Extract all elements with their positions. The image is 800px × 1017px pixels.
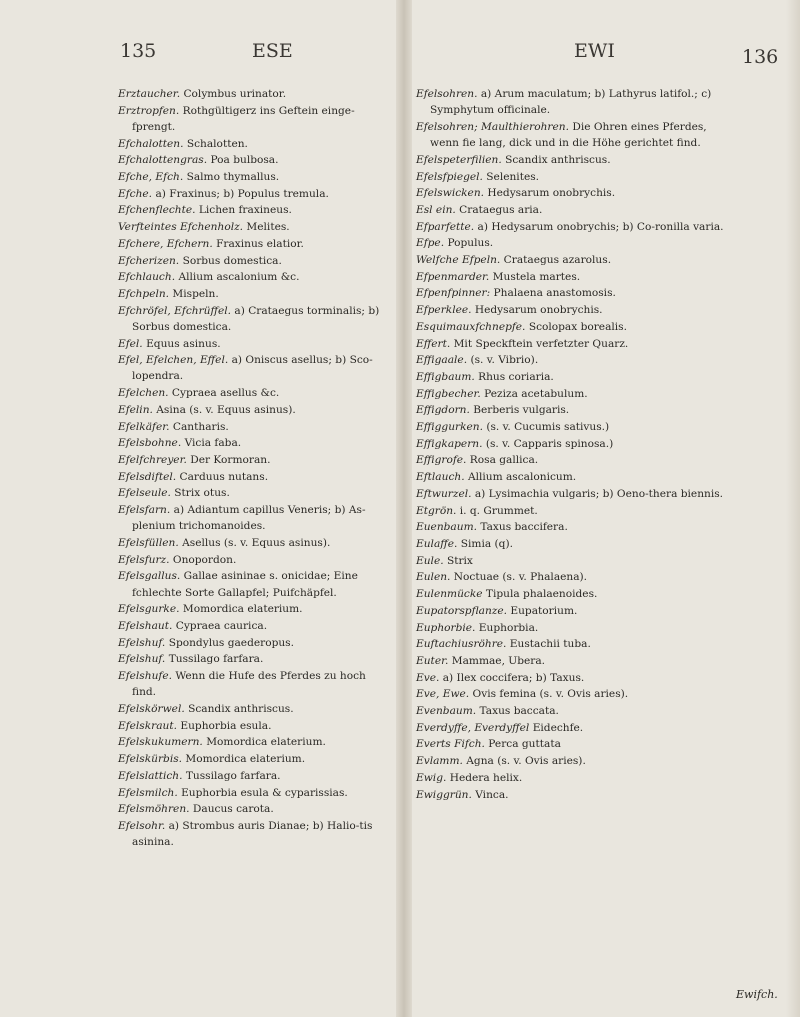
dictionary-entry (118, 469, 386, 485)
entry-definition: i. q. Grummet. (459, 504, 538, 517)
entry-headword: Efelshuf. (118, 653, 166, 666)
dictionary-entry (416, 620, 738, 636)
dictionary-entry (416, 235, 738, 251)
dictionary-entry (118, 568, 386, 600)
dictionary-entry (416, 252, 738, 268)
left-column (118, 86, 386, 851)
entry-definition: Strix otus. (174, 487, 230, 500)
entry-headword: Effigbecher. (416, 387, 481, 400)
entry-headword: Efche, Efch. (118, 171, 184, 184)
dictionary-entry (416, 686, 738, 702)
entry-headword: Eulen. (416, 571, 451, 584)
dictionary-entry (416, 553, 738, 569)
entry-headword: Esl ein. (416, 203, 456, 216)
entry-definition: Scandix anthriscus. (505, 153, 611, 166)
entry-definition: Euphorbia. (478, 621, 539, 634)
entry-headword: Efelsohren. (416, 88, 478, 100)
entry-definition: Eidechfe. (532, 721, 584, 734)
dictionary-entry (118, 236, 386, 252)
entry-headword: Efelsbohne. (118, 437, 182, 450)
entry-definition: Cypraea asellus &c. (171, 387, 280, 400)
entry-definition: a) Oniscus asellus; b) Sco-lopendra. (132, 354, 373, 383)
entry-headword: Eve, Ewe. (416, 688, 470, 701)
entry-headword: Efelfchreyer. (118, 453, 187, 466)
entry-definition: Momordica elaterium. (185, 753, 306, 766)
entry-headword: Efelskürbis. (118, 753, 183, 766)
entry-definition: Mammae, Ubera. (451, 654, 546, 667)
entry-definition: (s. v. Vibrio). (470, 354, 539, 367)
entry-definition: Noctuae (s. v. Phalaena). (453, 571, 588, 584)
entry-definition: Populus. (447, 237, 494, 250)
entry-headword: Efelsfpiegel. (416, 170, 483, 183)
entry-headword: Efelshufe. (118, 670, 172, 683)
entry-definition: Cantharis. (172, 420, 229, 433)
dictionary-entry (118, 136, 386, 152)
entry-headword: Efelsfüllen. (118, 536, 179, 549)
entry-headword: Efelskörwel. (118, 703, 185, 716)
dictionary-entry (118, 651, 386, 667)
entry-definition: a) Fraxinus; b) Populus tremula. (155, 187, 329, 200)
dictionary-entry (416, 603, 738, 619)
dictionary-entry (416, 352, 738, 368)
entry-headword: Eulaffe. (416, 537, 458, 550)
entry-definition: Colymbus urinator. (183, 88, 287, 100)
entry-headword: Efelkäfer. (118, 420, 170, 433)
entry-definition: Vicia faba. (184, 437, 242, 450)
entry-headword: Erztropfen. (118, 104, 180, 117)
dictionary-entry (118, 103, 386, 135)
left-running-head: ESE (252, 40, 293, 62)
right-page-number: 136 (742, 46, 779, 68)
dictionary-entry (118, 701, 386, 717)
entry-headword: Esquimauxfchnepfe. (416, 320, 526, 333)
dictionary-entry (118, 785, 386, 801)
entry-headword: Eupatorspflanze. (416, 604, 507, 617)
dictionary-entry (416, 670, 738, 686)
dictionary-entry (118, 502, 386, 534)
dictionary-entry (416, 152, 738, 168)
entry-definition: Peziza acetabulum. (484, 387, 588, 400)
entry-headword: Efel. (118, 337, 143, 350)
entry-headword: Efperklee. (416, 304, 472, 317)
dictionary-entry (118, 202, 386, 218)
catchword: Ewifch. (736, 988, 778, 1001)
entry-headword: Efel, Efelchen, Effel. (118, 354, 229, 367)
dictionary-entry (416, 486, 738, 502)
dictionary-entry (416, 653, 738, 669)
entry-headword: Efelsmilch. (118, 786, 178, 799)
right-running-head: EWI (574, 40, 615, 62)
entry-headword: Efchlauch. (118, 271, 176, 284)
entry-headword: Efelspeterfilien. (416, 153, 502, 166)
entry-headword: Ewig. (416, 771, 447, 784)
entry-headword: Efelsgurke. (118, 603, 180, 616)
entry-headword: Efparfette. (416, 220, 475, 233)
entry-definition: a) Adiantum capillus Veneris; b) As-plenium trichomanoides. (132, 504, 366, 533)
entry-definition: Vinca. (475, 788, 509, 801)
entry-definition: Crataegus azarolus. (503, 254, 612, 267)
entry-definition: Tussilago farfara. (185, 769, 281, 782)
page-edge (786, 0, 800, 1017)
entry-headword: Efpenfpinner: (416, 287, 491, 300)
entry-headword: Everdyffe, Everdyffel (416, 721, 530, 734)
entry-headword: Efchere, Efchern. (118, 237, 213, 250)
entry-headword: Eulenmücke (416, 588, 483, 601)
entry-definition: Euphorbia esula & cyparissias. (181, 786, 348, 799)
dictionary-entry (118, 219, 386, 235)
dictionary-entry (416, 787, 738, 803)
dictionary-entry (416, 219, 738, 235)
entry-headword: Euphorbie. (416, 621, 476, 634)
entry-headword: Erztaucher. (118, 88, 181, 100)
entry-headword: Efelslattich. (118, 769, 183, 782)
entry-headword: Eve. (416, 671, 440, 684)
entry-definition: a) Strombus auris Dianae; b) Halio-tis asinina. (132, 819, 373, 849)
entry-headword: Efelsfurz. (118, 553, 170, 566)
entry-definition: Rhus coriaria. (478, 370, 554, 383)
dictionary-entry (416, 369, 738, 385)
dictionary-entry (118, 768, 386, 784)
entry-headword: Effiggurken. (416, 421, 483, 434)
entry-definition: a) Lysimachia vulgaris; b) Oeno-thera biennis. (474, 487, 724, 500)
entry-definition: Ovis femina (s. v. Ovis aries). (472, 688, 629, 701)
dictionary-entry (416, 586, 738, 602)
dictionary-entry (416, 285, 738, 301)
entry-headword: Efelshaut. (118, 620, 173, 632)
entry-definition: Equus asinus. (146, 337, 221, 350)
entry-definition: Fraxinus elatior. (216, 237, 304, 250)
dictionary-entry (118, 352, 386, 384)
entry-headword: Euter. (416, 654, 449, 667)
dictionary-entry (118, 186, 386, 202)
entry-headword: Efelsohr. (118, 819, 166, 832)
entry-definition: Spondylus gaederopus. (168, 636, 294, 649)
entry-definition: Tipula phalaenoides. (485, 588, 598, 601)
entry-definition: Sorbus domestica. (182, 254, 282, 267)
dictionary-entry (416, 336, 738, 352)
dictionary-entry (118, 601, 386, 617)
dictionary-entry (416, 536, 738, 552)
entry-headword: Efelskraut. (118, 719, 177, 732)
entry-definition: Mit Speckftein verfetzter Quarz. (453, 337, 629, 350)
left-page-number: 135 (120, 40, 157, 62)
entry-headword: Verfteintes Efchenholz. (118, 221, 244, 234)
entry-headword: Efchröfel, Efchrüffel. (118, 304, 231, 317)
entry-definition: Poa bulbosa. (210, 154, 279, 167)
entry-headword: Efpe. (416, 237, 445, 250)
entry-headword: Efelin. (118, 403, 153, 416)
entry-headword: Effigaale. (416, 354, 468, 367)
entry-definition: Berberis vulgaris. (473, 404, 570, 417)
entry-definition: Momordica elaterium. (182, 603, 303, 616)
entry-headword: Evenbaum. (416, 705, 477, 718)
entry-headword: Evlamm. (416, 755, 463, 768)
entry-headword: Efelskukumern. (118, 736, 203, 749)
dictionary-entry (118, 751, 386, 767)
entry-definition: Salmo thymallus. (186, 171, 280, 184)
entry-definition: Scolopax borealis. (528, 320, 627, 333)
entry-headword: Efche. (118, 187, 153, 200)
entry-definition: Selenites. (486, 170, 540, 183)
dictionary-entry (416, 519, 738, 535)
dictionary-entry (416, 753, 738, 769)
entry-definition: a) Arum maculatum; b) Lathyrus latifol.; c) Symphytum officinale. (430, 88, 712, 117)
dictionary-entry (416, 302, 738, 318)
dictionary-entry (118, 253, 386, 269)
entry-definition: Euphorbia esula. (180, 719, 272, 732)
entry-definition: Allium ascalonium &c. (178, 271, 300, 284)
entry-definition: a) Ilex coccifera; b) Taxus. (442, 671, 585, 684)
entry-definition: Phalaena anastomosis. (493, 287, 616, 300)
entry-headword: Eule. (416, 554, 444, 567)
entry-headword: Efchalottengras. (118, 154, 208, 167)
dictionary-entry (118, 535, 386, 551)
entry-definition: Crataegus aria. (459, 203, 543, 216)
dictionary-entry (118, 485, 386, 501)
dictionary-entry (118, 303, 386, 335)
dictionary-entry (118, 734, 386, 750)
dictionary-entry (118, 402, 386, 418)
entry-definition: Wenn die Hufe des Pferdes zu hoch find. (132, 670, 366, 699)
entry-definition: Taxus baccata. (479, 705, 559, 718)
entry-definition: Eustachii tuba. (509, 638, 591, 651)
entry-headword: Efelsohren; Maulthierohren. (416, 120, 569, 133)
entry-definition: Taxus baccifera. (480, 521, 568, 534)
entry-headword: Etgrön. (416, 504, 457, 517)
entry-definition: (s. v. Cucumis sativus.) (486, 421, 610, 434)
entry-definition: Momordica elaterium. (206, 736, 326, 749)
dictionary-entry (118, 818, 386, 850)
dictionary-entry (416, 452, 738, 468)
entry-definition: Strix (446, 554, 473, 567)
entry-definition: Der Kormoran. (190, 453, 271, 466)
entry-headword: Everts Fifch. (416, 738, 485, 751)
entry-definition: Mustela martes. (492, 270, 581, 283)
dictionary-entry (416, 736, 738, 752)
entry-headword: Welfche Efpeln. (416, 254, 501, 267)
dictionary-entry (118, 801, 386, 817)
entry-definition: Daucus carota. (192, 803, 274, 816)
dictionary-entry (118, 668, 386, 700)
dictionary-entry (416, 119, 738, 151)
entry-headword: Euftachiusröhre. (416, 638, 507, 651)
entry-definition: Cypraea caurica. (175, 620, 268, 632)
dictionary-entry (416, 86, 738, 118)
entry-headword: Efpenmarder. (416, 270, 490, 283)
entry-definition: a) Hedysarum onobrychis; b) Co-ronilla varia. (477, 220, 724, 233)
dictionary-entry (416, 703, 738, 719)
dictionary-entry (416, 569, 738, 585)
dictionary-entry (118, 169, 386, 185)
entry-definition: Hedera helix. (449, 771, 523, 784)
entry-definition: Perca guttata (488, 738, 561, 751)
dictionary-entry (416, 269, 738, 285)
entry-definition: Gallae asininae s. onicidae; Eine fchlechte Sorte Gallapfel; Puifchäpfel. (132, 570, 358, 599)
entry-headword: Efelsdiftel. (118, 470, 177, 483)
entry-headword: Effigdorn. (416, 404, 470, 417)
entry-definition: Asellus (s. v. Equus asinus). (182, 536, 331, 549)
entry-definition: Rosa gallica. (469, 454, 539, 467)
entry-headword: Efchalotten. (118, 137, 184, 150)
dictionary-entry (416, 386, 738, 402)
entry-headword: Ewiggrün. (416, 788, 472, 801)
dictionary-entry (416, 202, 738, 218)
entry-definition: Scandix anthriscus. (188, 703, 294, 716)
dictionary-entry (118, 419, 386, 435)
entry-headword: Eftwurzel. (416, 487, 472, 500)
entry-headword: Euenbaum. (416, 521, 477, 534)
dictionary-entry (118, 718, 386, 734)
book-spine (396, 0, 412, 1017)
entry-headword: Effert. (416, 337, 451, 350)
entry-definition: Hedysarum onobrychis. (474, 304, 603, 317)
entry-definition: Asina (s. v. Equus asinus). (156, 403, 296, 416)
entry-definition: (s. v. Capparis spinosa.) (485, 437, 614, 450)
entry-definition: Rothgültigerz ins Geftein einge-fprengt. (132, 104, 355, 133)
entry-definition: Die Ohren eines Pferdes, wenn fie lang, dick und in die Höhe gerichtet find. (430, 120, 707, 150)
dictionary-entry (416, 636, 738, 652)
dictionary-entry (416, 419, 738, 435)
entry-headword: Effigkapern. (416, 437, 483, 450)
entry-definition: Schalotten. (186, 137, 248, 150)
entry-definition: Agna (s. v. Ovis aries). (466, 755, 586, 768)
dictionary-entry (118, 152, 386, 168)
dictionary-entry (118, 618, 386, 634)
entry-definition: Tussilago farfara. (168, 653, 264, 666)
dictionary-entry (118, 552, 386, 568)
entry-headword: Efelshuf. (118, 636, 166, 649)
entry-definition: Lichen fraxineus. (198, 204, 292, 217)
entry-headword: Effigbaum. (416, 370, 475, 383)
dictionary-entry (118, 452, 386, 468)
entry-definition: Simia (q). (460, 537, 513, 550)
entry-definition: Allium ascalonicum. (467, 471, 577, 484)
dictionary-entry (416, 319, 738, 335)
dictionary-entry (118, 635, 386, 651)
entry-definition: Eupatorium. (510, 604, 578, 617)
dictionary-entry (118, 286, 386, 302)
entry-definition: Mispeln. (172, 287, 219, 300)
dictionary-entry (416, 185, 738, 201)
dictionary-entry (118, 385, 386, 401)
entry-definition: Onopordon. (172, 553, 237, 566)
dictionary-entry (416, 402, 738, 418)
entry-headword: Efelsfarn. (118, 504, 171, 517)
entry-definition: Hedysarum onobrychis. (487, 187, 616, 200)
dictionary-entry (118, 86, 386, 102)
entry-headword: Efchpeln. (118, 287, 170, 300)
entry-headword: Efelchen. (118, 387, 169, 400)
dictionary-entry (416, 436, 738, 452)
dictionary-entry (416, 469, 738, 485)
entry-headword: Effigrofe. (416, 454, 467, 467)
entry-headword: Efelsgallus. (118, 570, 181, 583)
entry-definition: Carduus nutans. (179, 470, 269, 483)
dictionary-entry (118, 435, 386, 451)
entry-headword: Efelseule. (118, 487, 171, 500)
dictionary-entry (416, 169, 738, 185)
entry-definition: a) Crataegus torminalis; b) Sorbus domestica. (132, 304, 380, 333)
dictionary-entry (416, 720, 738, 736)
entry-headword: Eftlauch. (416, 471, 465, 484)
entry-headword: Efcherizen. (118, 254, 180, 267)
entry-headword: Efelsmöhren. (118, 803, 190, 816)
dictionary-entry (118, 269, 386, 285)
entry-headword: Efelswicken. (416, 187, 485, 200)
dictionary-entry (118, 336, 386, 352)
dictionary-entry (416, 770, 738, 786)
entry-definition: Melites. (246, 221, 290, 234)
dictionary-entry (416, 503, 738, 519)
right-column (416, 86, 738, 803)
entry-headword: Efchenflechte. (118, 204, 196, 217)
